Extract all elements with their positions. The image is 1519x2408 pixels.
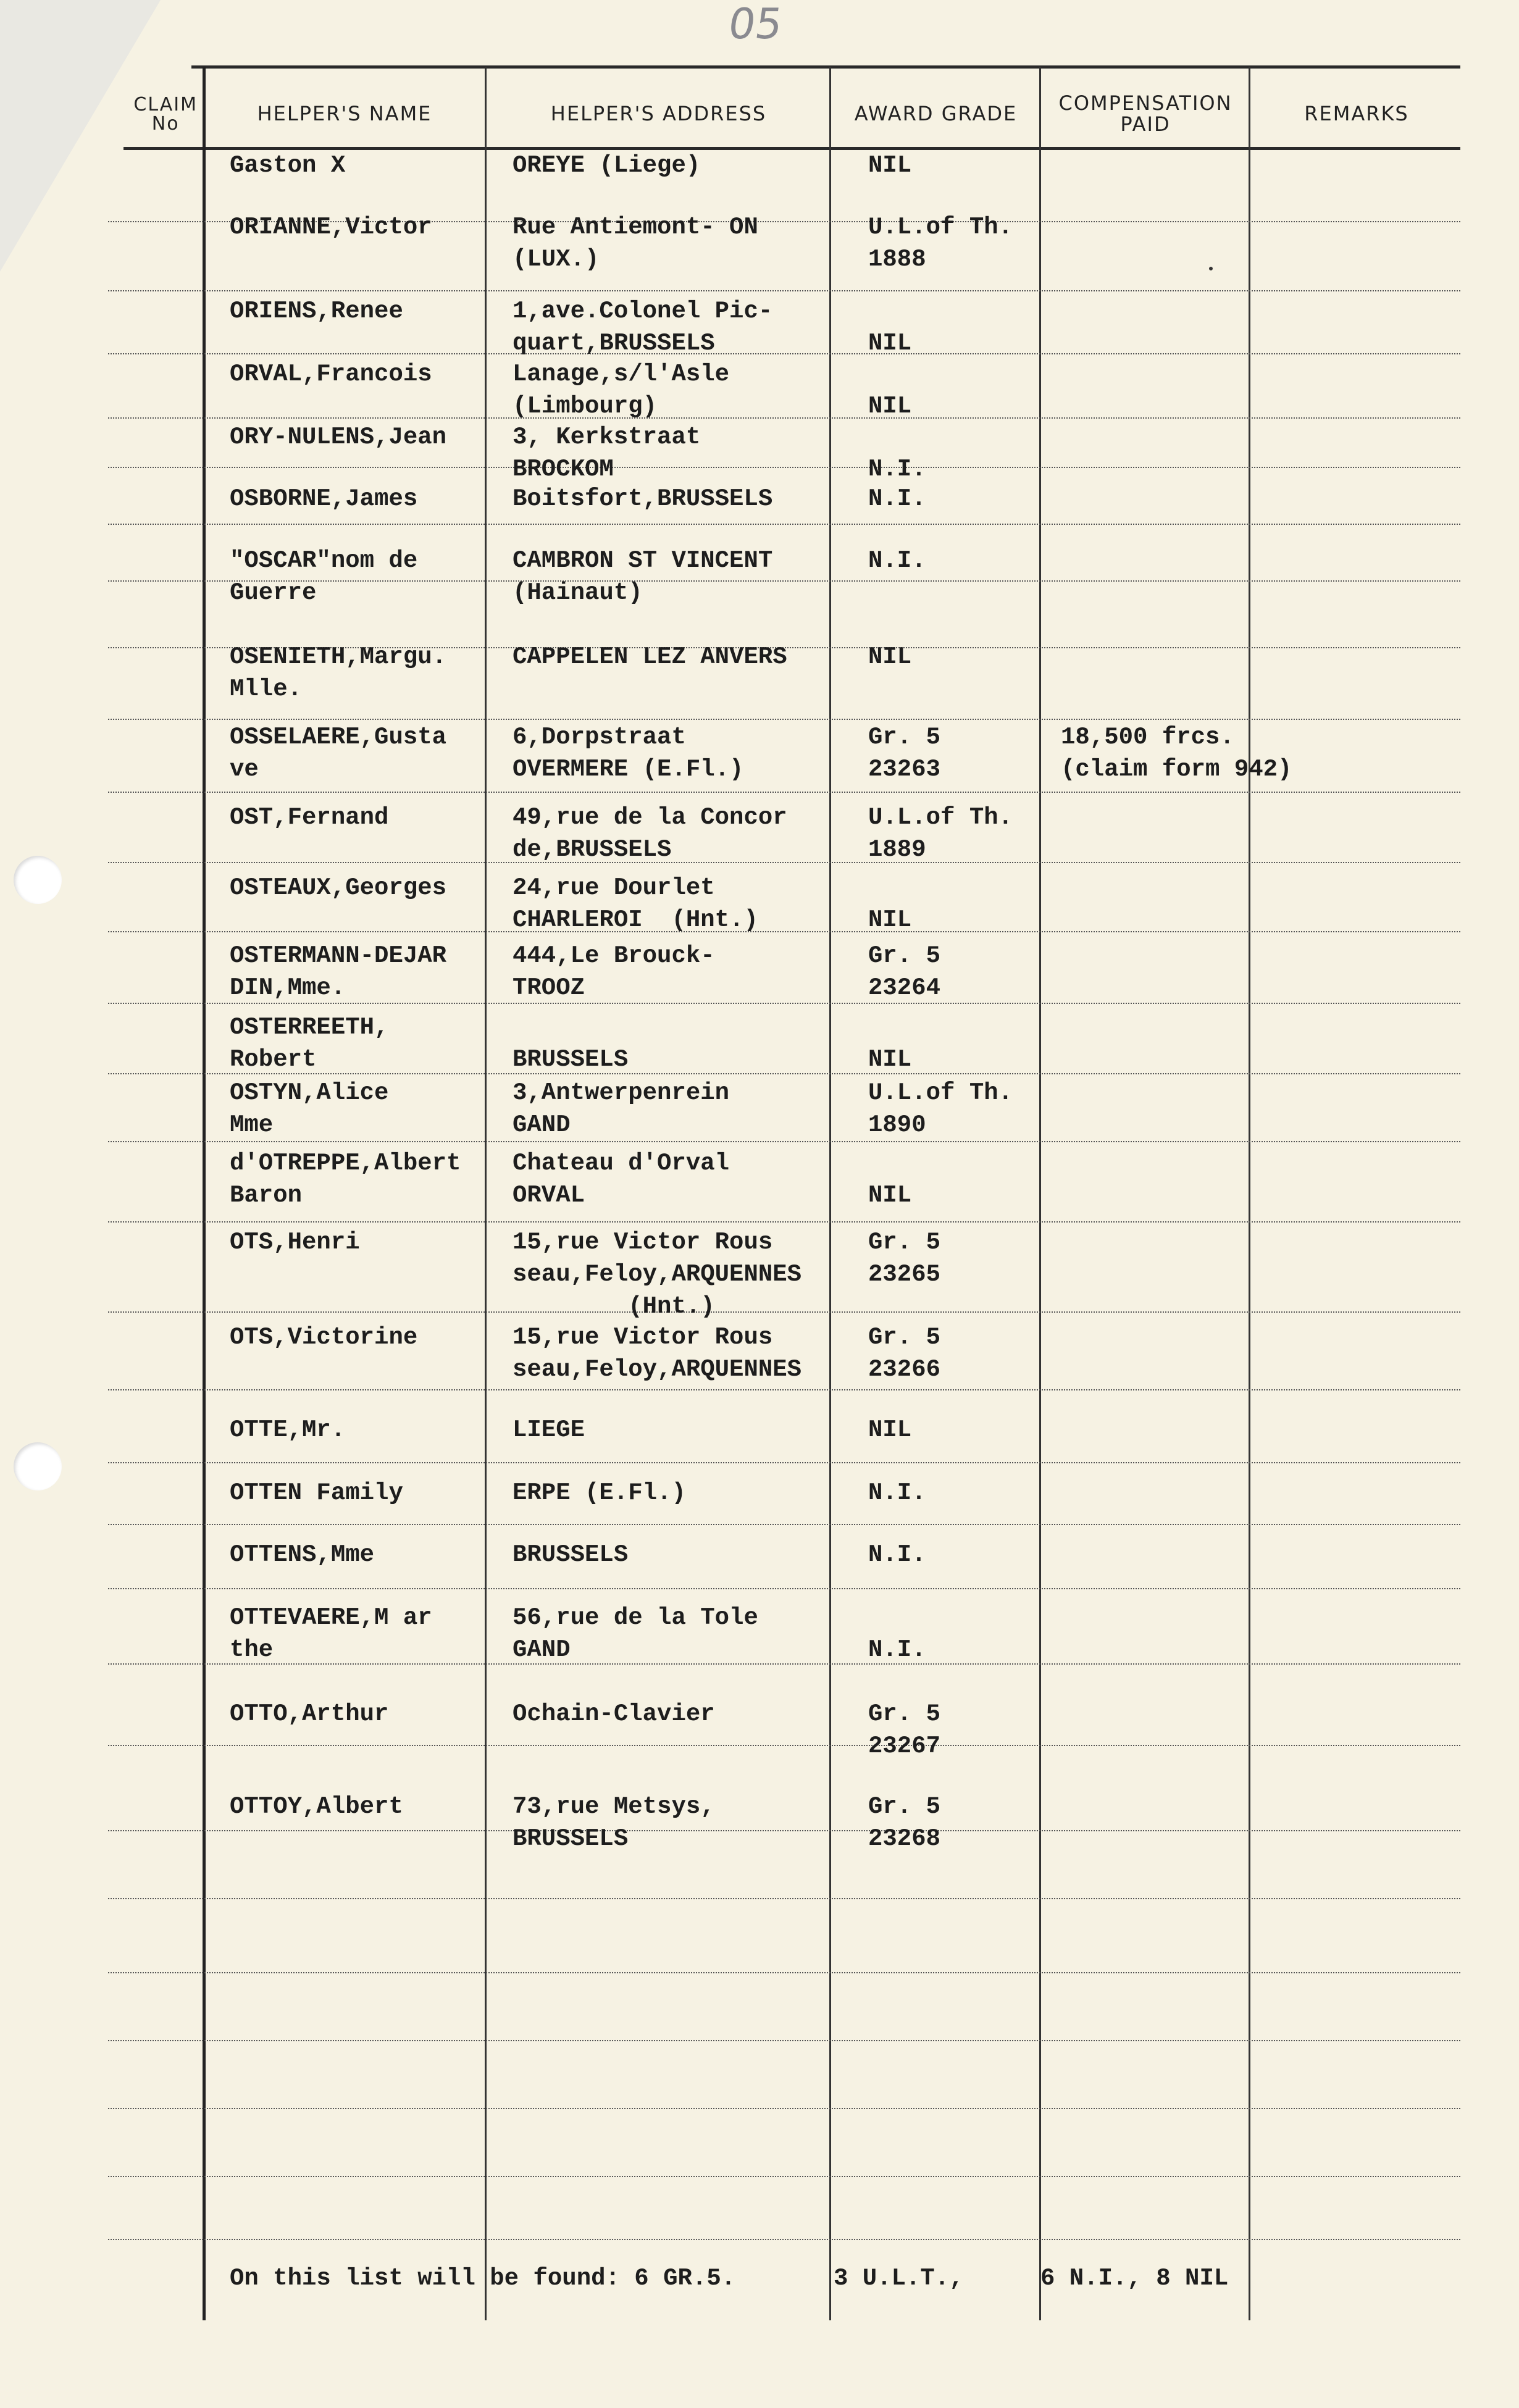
award-grade-cell: U.L.of Th. 1888 — [868, 214, 1013, 273]
helper-name-cell: OTTEVAERE,M ar the — [230, 1604, 432, 1663]
compensation-cell: 18,500 frcs. (claim form 942) — [1061, 724, 1292, 783]
helper-name-cell: "OSCAR"nom de Guerre — [230, 547, 418, 606]
helper-name-cell: OSBORNE,James — [230, 485, 418, 512]
row-separator — [108, 1898, 1460, 1899]
helper-name-cell: OST,Fernand — [230, 804, 389, 831]
column-divider-name — [485, 67, 487, 2320]
helper-address-cell: 15,rue Victor Rous seau,Feloy,ARQUENNES — [513, 1324, 802, 1383]
award-grade-cell: N.I. — [868, 456, 926, 483]
award-grade-cell: N.I. — [868, 1636, 926, 1663]
helper-address-cell: 56,rue de la Tole GAND — [513, 1604, 758, 1663]
header-compensation-paid: COMPENSATION PAID — [1058, 91, 1232, 136]
award-grade-cell: Gr. 5 23267 — [868, 1700, 941, 1760]
award-grade-cell: Gr. 5 23266 — [868, 1324, 941, 1383]
row-separator — [108, 1141, 1460, 1142]
helper-name-cell: OTTE,Mr. — [230, 1416, 346, 1444]
helper-name-cell: ORVAL,Francois — [230, 361, 432, 388]
helper-name-cell: OSTYN,Alice Mme — [230, 1079, 389, 1139]
row-separator — [108, 1462, 1460, 1463]
row-separator — [108, 1221, 1460, 1223]
award-grade-cell: NIL — [868, 1046, 912, 1073]
award-grade-cell: Gr. 5 23268 — [868, 1793, 941, 1852]
row-separator — [108, 417, 1460, 419]
award-grade-cell: NIL — [868, 906, 912, 934]
helper-address-cell: 6,Dorpstraat OVERMERE (E.Fl.) — [513, 724, 744, 783]
award-grade-cell: N.I. — [868, 1479, 926, 1507]
row-separator — [108, 290, 1460, 291]
row-separator — [108, 1745, 1460, 1746]
summary-rest: 6 N.I., 8 NIL — [1040, 2265, 1229, 2292]
helper-name-cell: d'OTREPPE,Albert Baron — [230, 1150, 461, 1209]
helper-address-cell: OREYE (Liege) — [513, 152, 701, 179]
row-separator — [108, 2040, 1460, 2041]
helper-address-cell: Boitsfort,BRUSSELS — [513, 485, 773, 512]
helper-address-cell: 3, Kerkstraat BROCKOM — [513, 424, 701, 483]
award-grade-cell: NIL — [868, 1182, 912, 1209]
helper-address-cell: CAPPELEN LEZ ANVERS — [513, 643, 787, 671]
column-divider-address — [829, 67, 831, 2320]
helper-name-cell: ORIANNE,Victor — [230, 214, 432, 241]
helper-name-cell: OSTERMANN-DEJAR DIN,Mme. — [230, 942, 447, 1001]
helper-address-cell: Lanage,s/l'Asle (Limbourg) — [513, 361, 730, 420]
award-grade-cell: NIL — [868, 330, 912, 357]
award-grade-cell: NIL — [868, 1416, 912, 1444]
row-separator — [108, 1830, 1460, 1831]
page-stamp: 05 — [725, 0, 786, 49]
column-divider-claim — [203, 67, 206, 2320]
row-separator — [108, 1389, 1460, 1390]
award-grade-cell: N.I. — [868, 547, 926, 574]
column-divider-grade — [1039, 67, 1041, 2320]
helper-name-cell: OSENIETH,Margu. Mlle. — [230, 643, 447, 703]
summary-prefix: On this list will be found: 6 GR.5. — [230, 2265, 736, 2292]
row-separator — [108, 524, 1460, 525]
helper-address-cell: CAMBRON ST VINCENT (Hainaut) — [513, 547, 773, 606]
header-award-grade: AWARD GRADE — [854, 102, 1018, 126]
summary-ult: 3 U.L.T., — [834, 2265, 964, 2292]
helper-address-cell: 15,rue Victor Rous seau,Feloy,ARQUENNES (Hnt.) — [513, 1229, 802, 1320]
row-separator — [108, 1972, 1460, 1973]
helper-name-cell: OTS,Victorine — [230, 1324, 418, 1351]
helper-address-cell: Chateau d'Orval ORVAL — [513, 1150, 730, 1209]
award-grade-cell: NIL — [868, 152, 912, 179]
award-grade-cell: NIL — [868, 643, 912, 671]
helper-name-cell: OTTO,Arthur — [230, 1700, 389, 1728]
header-claim-number: CLAIM No — [133, 93, 198, 135]
header-remarks: REMARKS — [1304, 102, 1409, 126]
helper-name-cell: OTTOY,Albert — [230, 1793, 403, 1820]
row-separator — [108, 2176, 1460, 2177]
ink-mark — [1209, 267, 1213, 270]
helper-address-cell: 49,rue de la Concor de,BRUSSELS — [513, 804, 787, 863]
helper-address-cell: BRUSSELS — [513, 1541, 629, 1568]
award-grade-cell: U.L.of Th. 1890 — [868, 1079, 1013, 1139]
top-rule — [191, 65, 1460, 69]
helper-address-cell: 73,rue Metsys, BRUSSELS — [513, 1793, 715, 1852]
award-grade-cell: N.I. — [868, 1541, 926, 1568]
punch-hole — [14, 856, 62, 904]
helper-address-cell: ERPE (E.Fl.) — [513, 1479, 686, 1507]
header-helper-address: HELPER'S ADDRESS — [550, 102, 767, 126]
helper-address-cell: 444,Le Brouck- TROOZ — [513, 942, 715, 1001]
row-separator — [108, 467, 1460, 468]
award-grade-cell: U.L.of Th. 1889 — [868, 804, 1013, 863]
helper-address-cell: 1,ave.Colonel Pic- quart,BRUSSELS — [513, 298, 773, 357]
helper-address-cell: 24,rue Dourlet CHARLEROI (Hnt.) — [513, 874, 758, 934]
helper-address-cell: Ochain-Clavier — [513, 1700, 715, 1728]
helper-name-cell: OSSELAERE,Gusta ve — [230, 724, 447, 783]
helper-address-cell: BRUSSELS — [513, 1046, 629, 1073]
helper-name-cell: OTS,Henri — [230, 1229, 360, 1256]
helper-name-cell: ORIENS,Renee — [230, 298, 403, 325]
award-grade-cell: Gr. 5 23265 — [868, 1229, 941, 1288]
helper-name-cell: OTTEN Family — [230, 1479, 403, 1507]
helper-address-cell: LIEGE — [513, 1416, 585, 1444]
helper-name-cell: Gaston X — [230, 152, 346, 179]
row-separator — [108, 792, 1460, 793]
row-separator — [108, 719, 1460, 720]
row-separator — [108, 353, 1460, 354]
header-helper-name: HELPER'S NAME — [257, 102, 432, 126]
award-grade-cell: NIL — [868, 393, 912, 420]
helper-name-cell: OTTENS,Mme — [230, 1541, 375, 1568]
row-separator — [108, 1588, 1460, 1589]
column-divider-compensation — [1249, 67, 1250, 2320]
award-grade-cell: N.I. — [868, 485, 926, 512]
row-separator — [108, 931, 1460, 932]
award-grade-cell: Gr. 5 23263 — [868, 724, 941, 783]
punch-hole — [14, 1442, 62, 1490]
helper-name-cell: OSTEAUX,Georges — [230, 874, 447, 901]
award-grade-cell: Gr. 5 23264 — [868, 942, 941, 1001]
helper-address-cell: 3,Antwerpenrein GAND — [513, 1079, 730, 1139]
helper-name-cell: ORY-NULENS,Jean — [230, 424, 447, 451]
row-separator — [108, 2108, 1460, 2109]
helper-address-cell: Rue Antiemont- ON (LUX.) — [513, 214, 758, 273]
row-separator — [108, 2239, 1460, 2240]
helper-name-cell: OSTERREETH, Robert — [230, 1014, 389, 1073]
row-separator — [108, 1524, 1460, 1525]
